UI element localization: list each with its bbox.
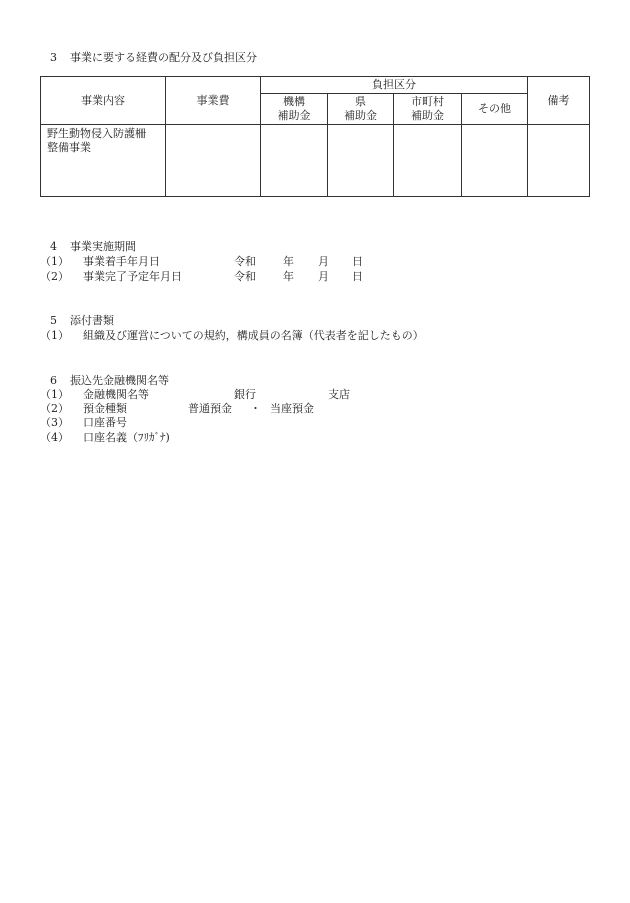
bank-suffix: 銀行 — [234, 388, 256, 401]
attachment-label: 組織及び運営についての規約，構成員の名簿（代表者を記したもの） — [83, 329, 424, 342]
month: 月 — [318, 270, 329, 283]
header-other: その他 — [462, 94, 528, 125]
cell-prefecture[interactable] — [328, 125, 394, 197]
ordinary-deposit-option[interactable]: 普通預金 — [188, 402, 232, 415]
cell-kikou[interactable] — [261, 125, 328, 197]
bank-name-label: 金融機関名等 — [83, 388, 149, 401]
item-number: （1） — [40, 388, 69, 401]
header-burden: 負担区分 — [261, 77, 528, 94]
checking-deposit-option[interactable]: 当座預金 — [270, 402, 314, 415]
cell-municipality[interactable] — [394, 125, 462, 197]
day: 日 — [352, 270, 363, 283]
section3-number: 3 — [50, 51, 57, 64]
separator: ・ — [250, 402, 261, 415]
branch-suffix: 支店 — [328, 388, 350, 401]
item-number: （4） — [40, 431, 69, 444]
header-kikou: 機構 補助金 — [261, 94, 328, 125]
month: 月 — [318, 255, 329, 268]
section4-title: 事業実施期間 — [70, 240, 136, 253]
cell-remarks[interactable] — [528, 125, 590, 197]
item-number: （1） — [40, 329, 69, 342]
day: 日 — [352, 255, 363, 268]
header-prefecture: 県 補助金 — [328, 94, 394, 125]
header-remarks: 備考 — [528, 77, 590, 125]
cell-cost[interactable] — [166, 125, 261, 197]
expense-table — [40, 76, 590, 197]
era: 令和 — [234, 270, 256, 283]
item-number: （3） — [40, 416, 69, 429]
section4-number: 4 — [50, 240, 57, 253]
account-number-label: 口座番号 — [83, 416, 127, 429]
section6-title: 振込先金融機関名等 — [70, 374, 169, 387]
item-number: （2） — [40, 270, 69, 283]
item-number: （2） — [40, 402, 69, 415]
section5-title: 添付書類 — [70, 314, 114, 327]
year: 年 — [283, 255, 294, 268]
row-content: 野生動物侵入防護柵 整備事業 — [41, 125, 166, 197]
item-number: （1） — [40, 255, 69, 268]
deposit-type-label: 預金種類 — [83, 402, 127, 415]
section3-title: 事業に要する経費の配分及び負担区分 — [70, 51, 257, 64]
section6-number: 6 — [50, 374, 57, 387]
header-cost: 事業費 — [166, 77, 261, 125]
era: 令和 — [234, 255, 256, 268]
section5-number: 5 — [50, 314, 57, 327]
year: 年 — [283, 270, 294, 283]
account-holder-label: 口座名義（ﾌﾘｶﾞﾅ) — [83, 431, 170, 444]
cell-other[interactable] — [462, 125, 528, 197]
header-municipality: 市町村 補助金 — [394, 94, 462, 125]
end-date-label: 事業完了予定年月日 — [83, 270, 182, 283]
header-content: 事業内容 — [41, 77, 166, 125]
start-date-label: 事業着手年月日 — [83, 255, 160, 268]
